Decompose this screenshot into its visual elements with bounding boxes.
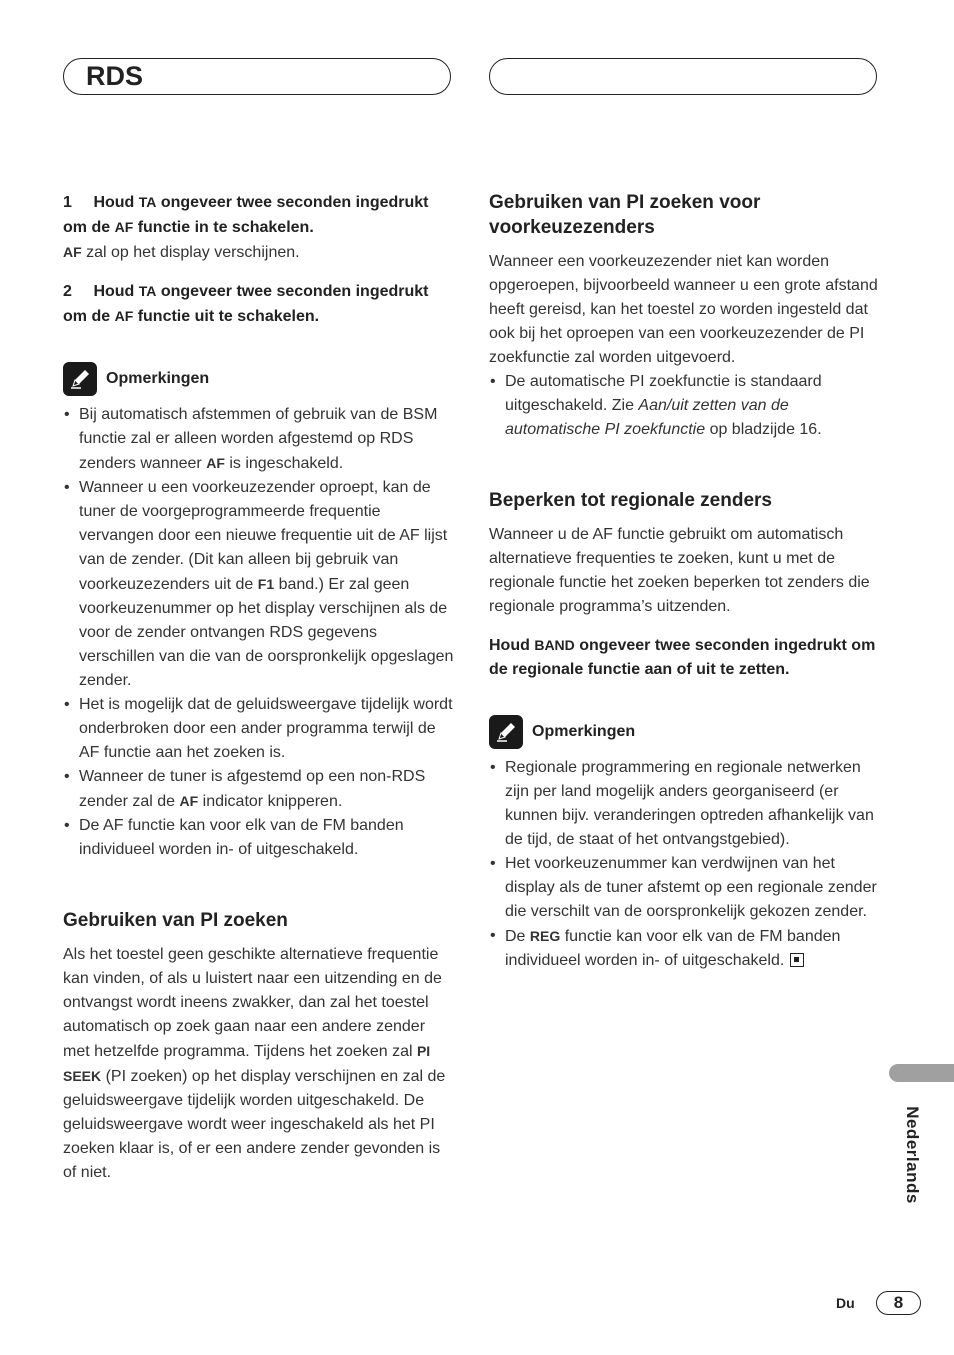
notes-list <box>63 403 455 862</box>
note-text: De automatische PI zoekfunctie is standaard uitgeschakeld. Zie <box>505 373 822 414</box>
display-keyword: F1 <box>257 576 275 592</box>
note-text: De AF functie kan voor elk van de FM banden individueel worden in- of uitgeschakeld. <box>79 817 404 858</box>
display-keyword: AF <box>179 793 199 809</box>
notes-header <box>63 361 455 397</box>
step-text: Houd <box>93 283 135 300</box>
header-right-box <box>489 58 877 95</box>
section-bullet-list <box>489 370 881 442</box>
step-1 <box>63 190 455 240</box>
section-heading: Gebruiken van PI zoeken <box>63 910 288 931</box>
right-column <box>489 190 881 973</box>
notes-title: Opmerkingen <box>106 370 210 387</box>
note-text: is ingeschakeld. <box>229 455 344 472</box>
note-text: indicator knipperen. <box>202 793 343 810</box>
note-text: functie kan voor elk van de FM banden individueel worden in- of uitgeschakeld. <box>505 928 841 969</box>
display-keyword: AF <box>206 455 225 471</box>
cross-reference: Aan/uit zetten van de automatische PI zoekfunctie <box>505 397 789 438</box>
step-number: 2 <box>63 283 72 300</box>
page-number: 8 <box>876 1291 921 1315</box>
result-text: zal op het display verschijnen. <box>86 244 300 261</box>
end-of-section-icon <box>790 953 804 967</box>
step-text: Houd <box>93 194 135 211</box>
section-paragraph: Wanneer een voorkeuzezender niet kan worden opgeroepen, bijvoorbeeld wanneer u een grote afstand heeft gereisd, kan het toestel zo worden ingesteld dat ook bij het oproepen van een voorkeuzezender de PI zoekfunctie zal worden uitgevoerd. <box>489 253 878 366</box>
display-keyword: PI SEEK <box>63 1043 431 1084</box>
left-column <box>63 190 455 1185</box>
display-keyword: AF <box>63 244 82 260</box>
notes-title: Opmerkingen <box>532 723 636 740</box>
notes-list <box>489 756 881 973</box>
step-text: ongeveer twee seconden ingedrukt om de <box>63 194 429 236</box>
chapter-header-box <box>63 58 451 95</box>
display-keyword: AF <box>114 219 134 235</box>
step-text: functie in te schakelen. <box>137 219 314 236</box>
language-code: Du <box>836 1295 855 1311</box>
section-heading: Gebruiken van PI zoeken voor voorkeuzezenders <box>489 192 761 238</box>
list-item <box>63 765 455 814</box>
paragraph-text: Als het toestel geen geschikte alternatieve frequentie kan vinden, of als u luistert naar een uitzending en de ontvangst wordt ineens zwakker, dan zal het toestel automatisch op zoek gaan naar een andere zender met hetzelfde programma. Tijdens het zoeken zal <box>63 946 442 1060</box>
language-tab <box>889 1064 954 1082</box>
section-paragraph <box>63 943 455 1185</box>
button-keyword: TA <box>138 194 157 210</box>
note-text: band.) Er zal geen voorkeuzenummer op het display verschijnen als de voor de zender ontvangen RDS gegevens verschillen van die van de oorspronkelijk opgeslagen zender. <box>79 576 454 689</box>
list-item <box>489 852 881 924</box>
list-item <box>489 924 881 973</box>
list-item <box>489 756 881 852</box>
display-keyword: REG <box>529 928 561 944</box>
step-text: ongeveer twee seconden ingedrukt om de regionale functie aan of uit te zetten. <box>489 637 876 678</box>
list-item <box>63 476 455 693</box>
step-text: ongeveer twee seconden ingedrukt om de <box>63 283 429 325</box>
list-item <box>63 814 455 862</box>
section-paragraph: Wanneer u de AF functie gebruikt om automatisch alternatieve frequenties te zoeken, kunt u met de regionale functie het zoeken beperken tot zenders die regionale programma’s uitzenden. <box>489 526 870 615</box>
note-text: Het voorkeuzenummer kan verdwijnen van het display als de tuner afstemt op een regionale zender die verschilt van de oorspronkelijk gekozen zender. <box>505 855 877 920</box>
note-text: Wanneer u een voorkeuzezender oproept, kan de tuner de voorgeprogrammeerde frequentie vervangen door een nieuwe frequentie uit de AF lijst van de zender. (Dit kan alleen bij gebruik van voorkeuzezenders uit de <box>79 479 448 593</box>
list-item <box>63 403 455 476</box>
paragraph-text: (PI zoeken) op het display verschijnen en zal de geluidsweergave tijdelijk worden uitgeschakeld. De geluidsweergave wordt weer ingeschakeld als het PI zoeken klaar is, of er een andere zender gevonden is of niet. <box>63 1068 446 1181</box>
list-item <box>63 693 455 765</box>
display-keyword: AF <box>114 308 134 324</box>
list-item <box>489 370 881 442</box>
language-label: Nederlands <box>903 1106 922 1204</box>
button-keyword: BAND <box>534 637 575 653</box>
step-number: 1 <box>63 194 72 211</box>
note-text: De <box>505 928 526 945</box>
note-text: op bladzijde 16. <box>709 421 822 438</box>
note-pencil-icon <box>63 362 97 396</box>
step-text: Houd <box>489 637 530 654</box>
note-pencil-icon <box>489 715 523 749</box>
step-2 <box>63 279 455 329</box>
step-band <box>489 633 881 682</box>
step-1-result <box>63 240 455 265</box>
notes-header <box>489 714 881 750</box>
note-text: Regionale programmering en regionale netwerken zijn per land mogelijk anders georganiseerd (er kunnen bijv. veranderingen optreden afhankelijk van de tijd, de staat of het ontvangstgebied). <box>505 759 874 848</box>
note-text: Wanneer de tuner is afgestemd op een non-RDS zender zal de <box>79 768 426 810</box>
note-text: Het is mogelijk dat de geluidsweergave tijdelijk wordt onderbroken door een ander programma terwijl de AF functie aan het zoeken is. <box>79 696 453 761</box>
note-text: Bij automatisch afstemmen of gebruik van de BSM functie zal er alleen worden afgestemd op RDS zenders wanneer <box>79 406 438 472</box>
chapter-title: RDS <box>86 61 144 91</box>
button-keyword: TA <box>138 283 157 299</box>
section-heading: Beperken tot regionale zenders <box>489 490 772 511</box>
step-text: functie uit te schakelen. <box>137 308 320 325</box>
